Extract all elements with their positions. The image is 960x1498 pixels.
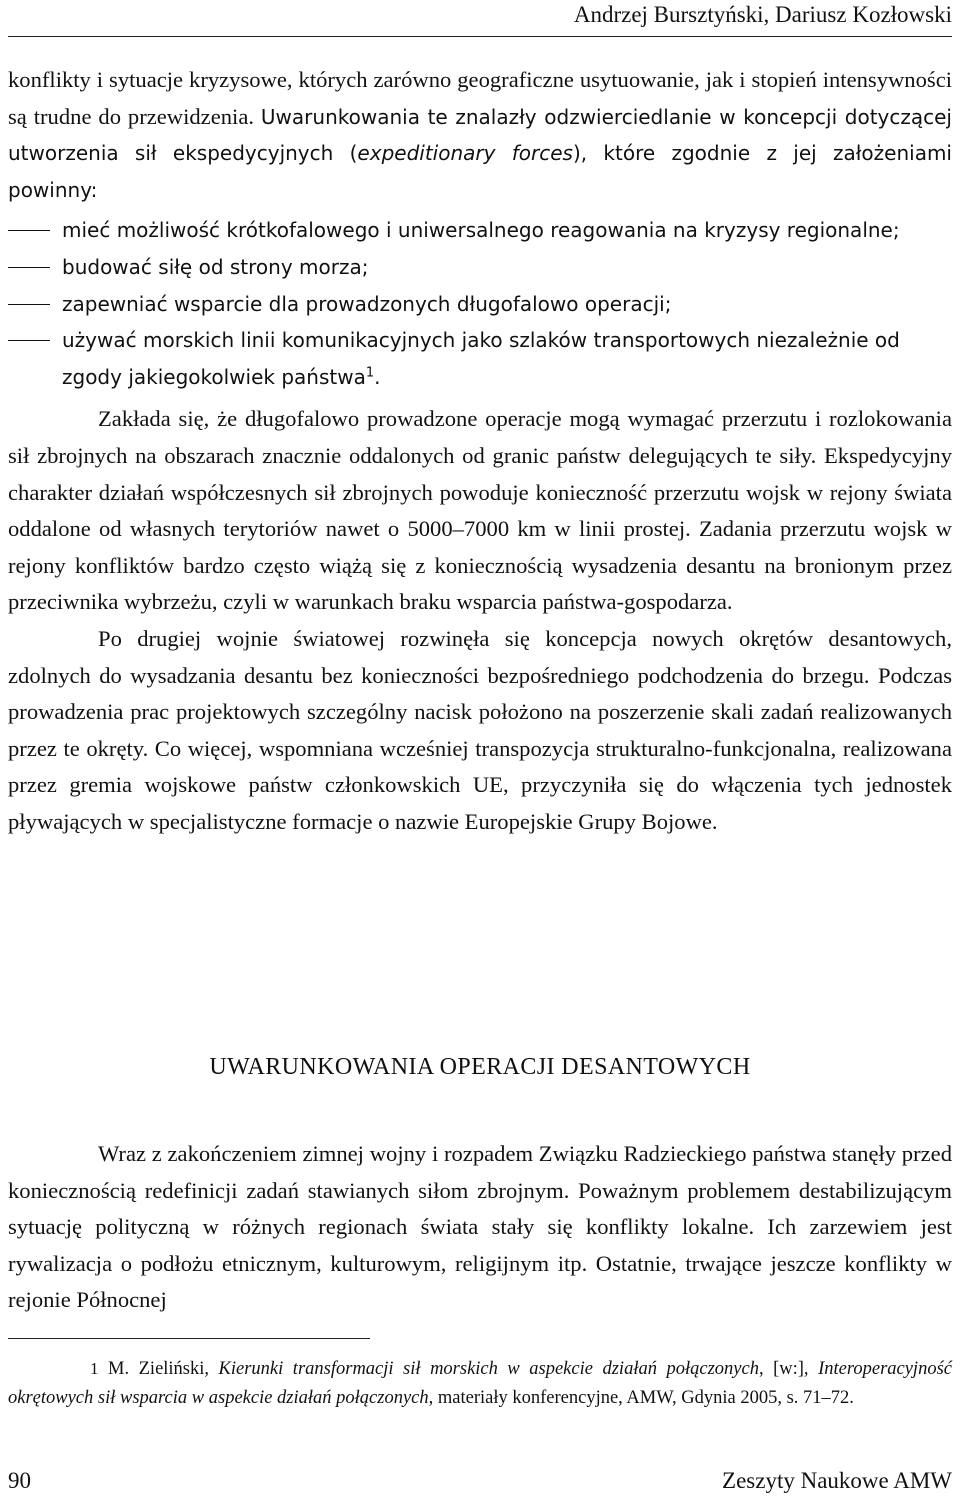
footnote-number: 1 <box>90 1359 99 1378</box>
footnote-title: Kierunki transformacji sił morskich w aspekcie działań połączonych <box>218 1359 759 1379</box>
footnote-text <box>8 1354 952 1413</box>
header-rule <box>8 36 952 37</box>
footnote-separator: , [w:], <box>758 1359 819 1379</box>
paragraph: Po drugiej wojnie światowej rozwinęła się koncepcja nowych okrętów desantowych, zdolnych do wysadzania desantu bez konieczności bezpośredniego podchodzenia do brzegu. Podczas prowadzenia prac projektowych szczególny nacisk położono na poszerzenie skali zadań realizowanych przez te okręty. Co więcej, wspomniana wcześniej transpozycja strukturalno-funkcjonalna, realizowana przez gremia wojskowe państw członkowskich UE, przyczyniła się do włączenia tych jednostek pływających w specjalistyczne formacje o nazwie Europejskie Grupy Bojowe. <box>8 625 952 834</box>
requirements-list <box>8 212 952 395</box>
page-number: 90 <box>8 1468 31 1493</box>
journal-name: Zeszyty Naukowe AMW <box>722 1468 952 1493</box>
list-item <box>8 322 952 395</box>
list-item <box>8 286 952 323</box>
list-item-text: budować siłę od strony morza; <box>62 254 369 279</box>
footnote-author: M. Zieliński, <box>108 1359 219 1379</box>
footnote-rest: , materiały konferencyjne, AMW, Gdynia 2005, s. 71–72. <box>428 1388 854 1408</box>
list-item-text: używać morskich linii komunikacyjnych jako szlaków transportowych niezależnie od zgody jakiegokolwiek państwa <box>62 328 900 389</box>
dash-marker <box>8 267 50 268</box>
list-item-end: . <box>374 364 381 389</box>
list-item-text: zapewniać wsparcie dla prowadzonych długofalowo operacji; <box>62 291 672 316</box>
footnote-reference[interactable]: 1 <box>365 365 375 381</box>
list-item <box>8 249 952 286</box>
section-heading: UWARUNKOWANIA OPERACJI DESANTOWYCH <box>209 1054 751 1080</box>
footnote <box>8 1354 952 1413</box>
term-expeditionary-forces: expeditionary forces <box>357 141 573 166</box>
body-text <box>8 62 952 840</box>
running-header: Andrzej Bursztyński, Dariusz Kozłowski <box>573 2 952 27</box>
paragraph-text-sans: Uwarunkowania te znalazły odzwierciedlanie w koncepcji dotyczącej utworzenia sił ekspedycyjnych ( <box>8 104 952 166</box>
dash-marker <box>8 230 50 231</box>
dash-marker <box>8 340 50 341</box>
paragraph-text-sans: ), które zgodnie z jej założeniami powinny: <box>8 141 952 202</box>
footnote-rule <box>8 1338 370 1339</box>
footnote-source: Interoperacyjność okrętowych sił wsparcia w aspekcie działań połączonych <box>8 1359 952 1408</box>
paragraph <box>8 62 952 208</box>
list-item-text: mieć możliwość krótkofalowego i uniwersalnego reagowania na kryzysy regionalne; <box>62 218 900 243</box>
dash-marker <box>8 304 50 305</box>
paragraph: Wraz z zakończeniem zimnej wojny i rozpadem Związku Radzieckiego państwa stanęły przed koniecznością redefinicji zadań stawianych siłom zbrojnym. Poważnym problemem destabilizującym sytuację polityczną w różnych regionach świata stały się konflikty lokalne. Ich zarzewiem jest rywalizacja o podłożu etnicznym, kulturowym, religijnym itp. Ostatnie, trwające jeszcze konflikty w rejonie Północnej <box>8 1141 952 1313</box>
body-text-section <box>8 1136 952 1319</box>
paragraph-text: konflikty i sytuacje kryzysowe, których zarówno geograficzne usytuowanie, jak i stopień intensywności są trudne do przewidzenia. <box>8 67 952 129</box>
list-item <box>8 212 952 249</box>
paragraph: Zakłada się, że długofalowo prowadzone operacje mogą wymagać przerzutu i rozlokowania sił zbrojnych na obszarach znacznie oddalonych od granic państw delegujących te siły. Ekspedycyjny charakter działań współczesnych sił zbrojnych powoduje konieczność przerzutu wojsk w rejony świata oddalone od własnych terytoriów nawet o 5000–7000 km w linii prostej. Zadania przerzutu wojsk w rejony konfliktów bardzo często wiążą się z koniecznością wysadzenia desantu na bronionym przez przeciwnika wybrzeżu, czyli w warunkach braku wsparcia państwa-gospodarza. <box>8 406 952 615</box>
